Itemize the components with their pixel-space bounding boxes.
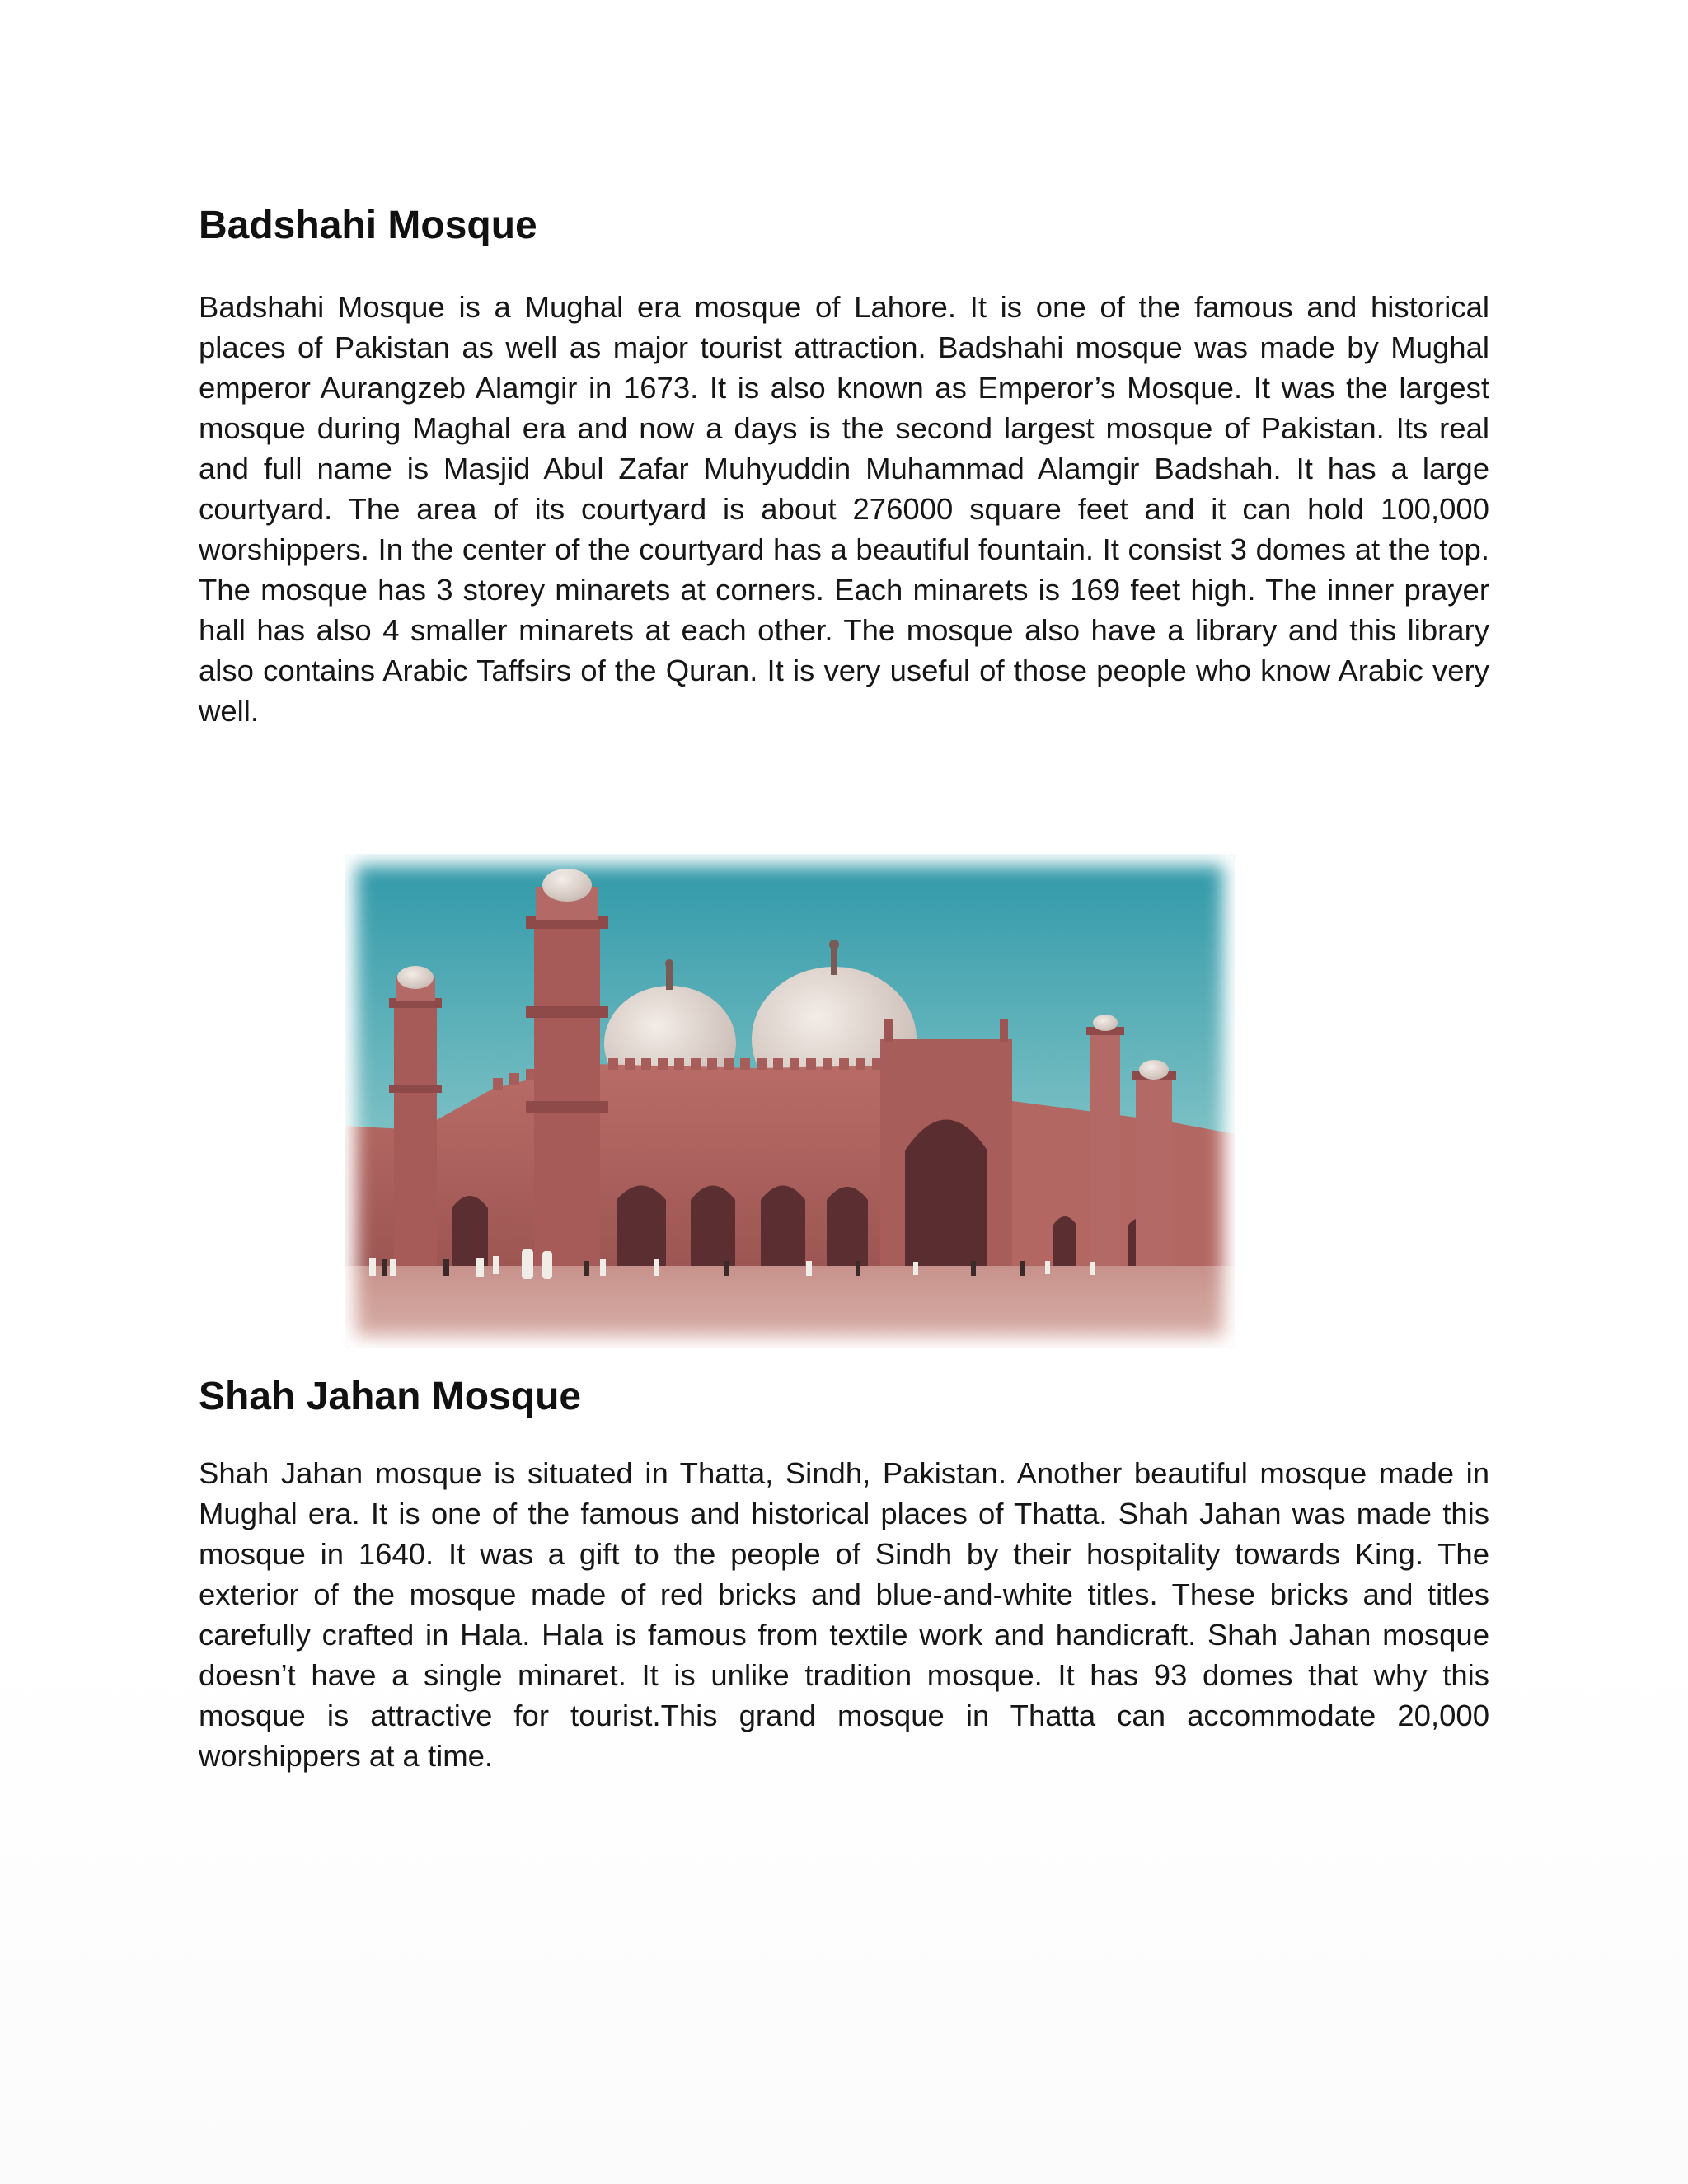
section-heading-badshahi-mosque: Badshahi Mosque [199,204,537,247]
badshahi-mosque-photo [345,854,1235,1348]
section-body-badshahi-mosque: Badshahi Mosque is a Mughal era mosque of Lahore. It is one of the famous and historical places of Pakistan as well as major tourist attraction. Badshahi mosque was made by Mughal emperor Aurangzeb Alamgir in 1673. It is also known as Emperor’s Mosque. It was the largest mosque during Maghal era and now a days is the second largest mosque of Pakistan. Its real and full name is Masjid Abul Zafar Muhyuddin Muhammad Alamgir Badshah. It has a large courtyard. The area of its courtyard is about 276000 square feet and it can hold 100,000 worshippers. In the center of the courtyard has a beautiful fountain. It consist 3 domes at the top. The mosque has 3 storey minarets at corners. Each minarets is 169 feet high. The inner prayer hall has also 4 smaller minarets at each other. The mosque also have a library and this library also contains Arabic Taffsirs of the Quran. It is very useful of those people who know Arabic very well. [199,290,1489,728]
section-heading-shah-jahan-mosque: Shah Jahan Mosque [199,1375,582,1418]
section-body-shah-jahan-mosque: Shah Jahan mosque is situated in Thatta, Sindh, Pakistan. Another beautiful mosque made in Mughal era. It is one of the famous and historical places of Thatta. Shah Jahan was made this mosque in 1640. It was a gift to the people of Sindh by their hospitality towards King. The exterior of the mosque made of red bricks and blue-and-white titles. These bricks and titles carefully crafted in Hala. Hala is famous from textile work and handicraft. Shah Jahan mosque doesn’t have a single minaret. It is unlike tradition mosque. It has 93 domes that why this mosque is attractive for tourist.This grand mosque in Thatta can accommodate 20,000 worshippers at a time. [199,1456,1489,1773]
